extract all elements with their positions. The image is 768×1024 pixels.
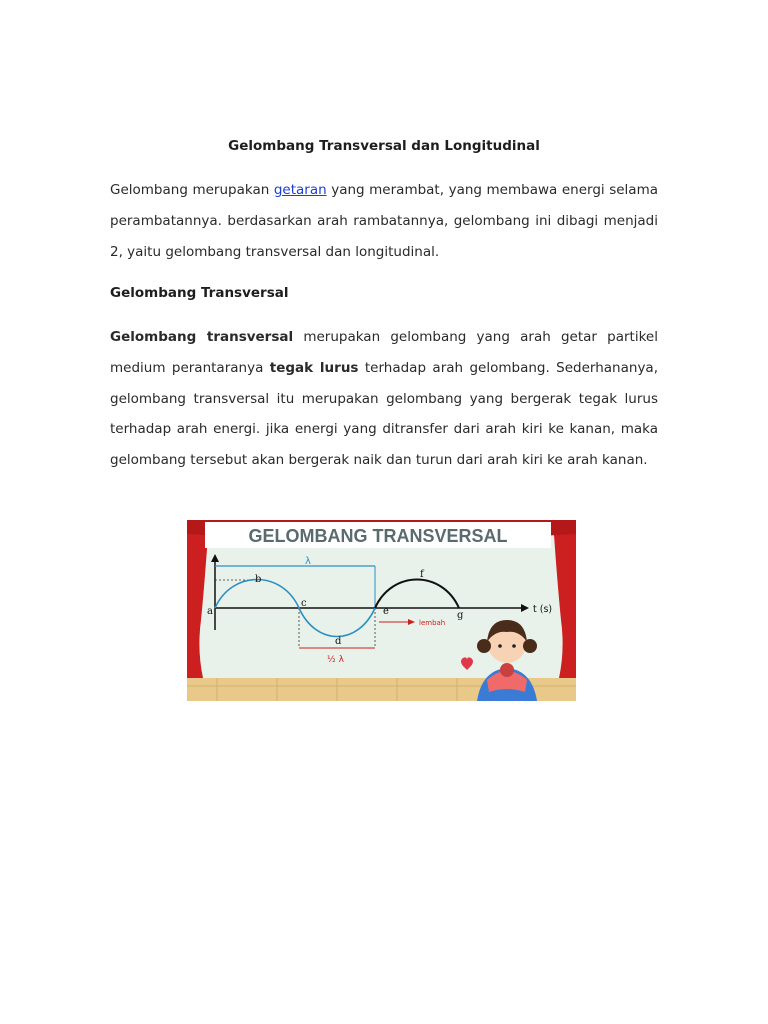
point-label-g: g	[457, 610, 464, 621]
bold-term-tegak-lurus: tegak lurus	[269, 359, 359, 376]
axis-label: t (s)	[533, 604, 553, 615]
point-label-f: f	[420, 569, 424, 580]
document-title: Gelombang Transversal dan Longitudinal	[228, 138, 540, 154]
section-text-1: merupakan gelombang yang arah getar partikel medium perantaranya	[110, 329, 658, 376]
getaran-link[interactable]: getaran	[273, 182, 327, 198]
girl-hands	[500, 663, 514, 677]
intro-text-start: Gelombang merupakan	[110, 182, 274, 198]
point-label-a: a	[207, 606, 213, 617]
girl-left-eye	[498, 644, 502, 648]
wave-illustration	[187, 520, 576, 701]
point-label-c: c	[301, 598, 307, 609]
lembah-label: lembah	[419, 619, 446, 627]
section-text-2: terhadap arah gelombang. Sederhananya, gelombang transversal itu merupakan gelombang yang bergerak tegak lurus terhadap arah energi. jika energi yang ditransfer dari arah kiri ke kanan, maka gelombang tersebut akan bergerak naik dan turun dari arah kiri ke arah kanan.	[110, 359, 658, 469]
girl-right-bun	[523, 639, 537, 653]
intro-paragraph	[110, 175, 658, 267]
point-label-d: d	[335, 636, 342, 647]
intro-text-end: yang merambat, yang membawa energi selama perambatannya. berdasarkan arah rambatannya, gelombang ini dibagi menjadi 2, yaitu gelombang transversal dan longitudinal.	[110, 182, 658, 260]
bold-term-transversal: Gelombang transversal	[110, 329, 294, 345]
point-label-e: e	[383, 606, 389, 617]
girl-right-eye	[512, 644, 516, 648]
section-heading: Gelombang Transversal	[110, 285, 289, 301]
banner-title: GELOMBANG TRANSVERSAL	[248, 526, 508, 546]
section-paragraph	[110, 322, 658, 476]
point-label-b: b	[255, 574, 262, 585]
transverse-wave-figure	[187, 520, 576, 701]
girl-left-bun	[477, 639, 491, 653]
half-lambda-label: ½ λ	[327, 655, 344, 665]
lambda-label: λ	[305, 556, 311, 567]
